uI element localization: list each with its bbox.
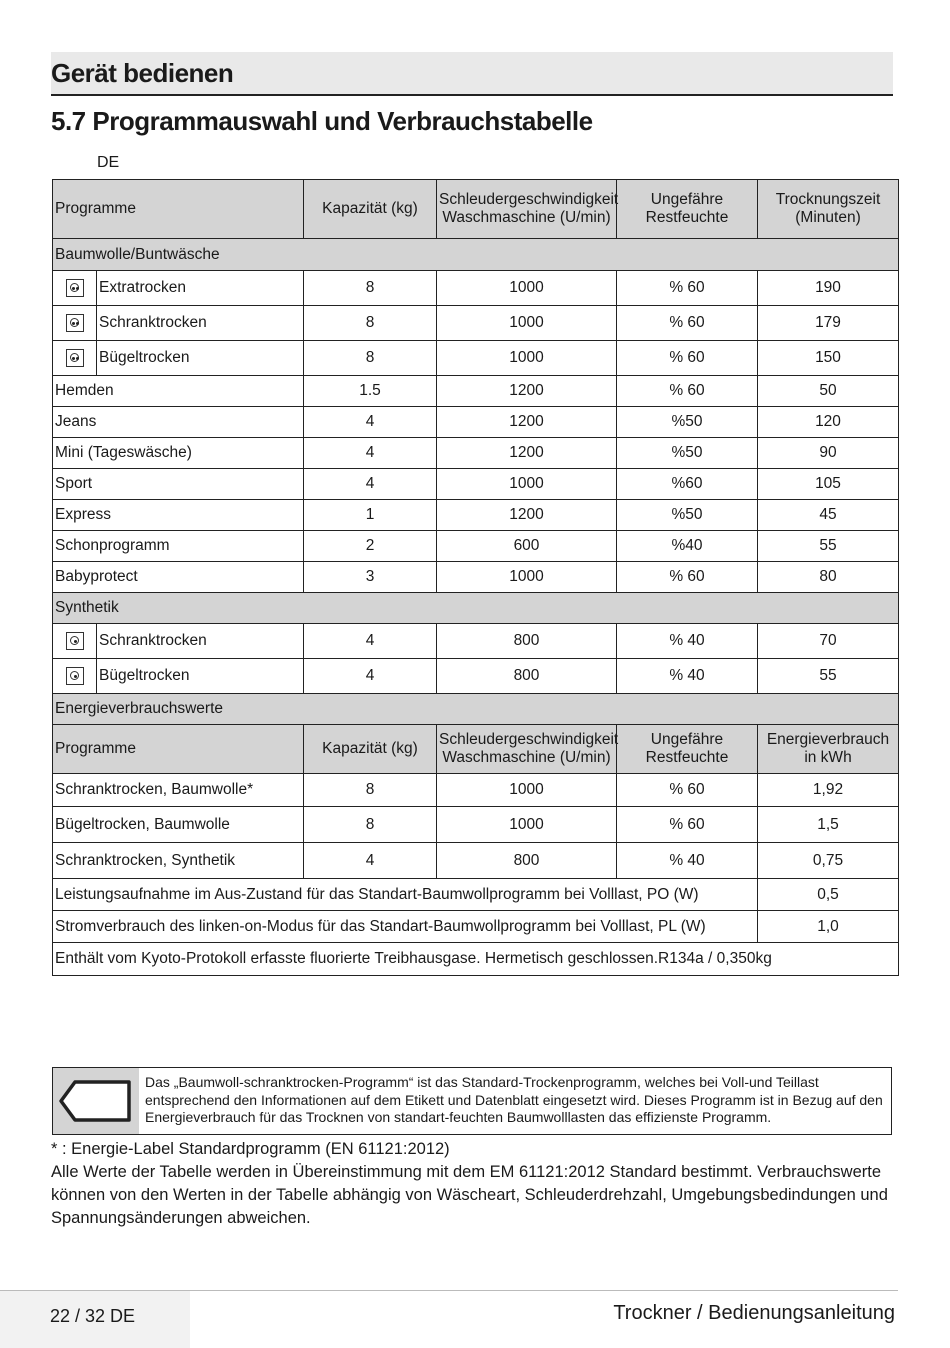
cotton-dry-icon [66, 314, 84, 332]
table-header-row [53, 180, 899, 239]
residual-moisture: %40 [617, 531, 758, 562]
residual-moisture: %50 [617, 500, 758, 531]
table-row [53, 306, 899, 341]
residual-moisture: % 60 [617, 807, 758, 843]
energy-consumption: 0,75 [758, 843, 899, 879]
program-name: Schonprogramm [53, 531, 304, 562]
table-row [53, 407, 899, 438]
power-off-label: Leistungsaufnahme im Aus-Zustand für das Standart-Baumwollprogramm bei Volllast, PO (W) [53, 879, 758, 911]
col-header-programme: Programme [53, 180, 304, 239]
consumption-table [52, 179, 899, 976]
group-row-cotton [53, 239, 899, 271]
capacity: 1 [304, 500, 437, 531]
col-header-capacity: Kapazität (kg) [304, 180, 437, 239]
program-name: Schranktrocken, Baumwolle* [53, 774, 304, 807]
capacity: 8 [304, 306, 437, 341]
table-row [53, 774, 899, 807]
program-name: Hemden [53, 376, 304, 407]
page-number: 22 / 32 DE [50, 1306, 136, 1326]
residual-moisture: %50 [617, 438, 758, 469]
drying-time: 179 [758, 306, 899, 341]
program-name: Schranktrocken, Synthetik [53, 843, 304, 879]
col-header-programme: Programme [53, 725, 304, 774]
drying-time: 105 [758, 469, 899, 500]
table-row [53, 438, 899, 469]
tag-icon [53, 1068, 139, 1134]
program-name: Schranktrocken [97, 624, 304, 659]
cotton-dry-icon [66, 349, 84, 367]
col-header-moisture: Ungefähre Restfeuchte [617, 180, 758, 239]
spin-speed: 1000 [437, 341, 617, 376]
group-label: Energieverbrauchswerte [53, 694, 899, 725]
program-name: Bügeltrocken [97, 341, 304, 376]
kyoto-text: Enthält vom Kyoto-Protokoll erfasste fluorierte Treibhausgase. Hermetisch geschlossen.R134a / 0,350kg [53, 943, 899, 976]
table-row [53, 531, 899, 562]
col-header-moisture: Ungefähre Restfeuchte [617, 725, 758, 774]
program-icon-cell [53, 624, 97, 659]
drying-time: 70 [758, 624, 899, 659]
capacity: 4 [304, 624, 437, 659]
drying-time: 190 [758, 271, 899, 306]
residual-moisture: % 40 [617, 624, 758, 659]
spin-speed: 1000 [437, 774, 617, 807]
drying-time: 55 [758, 659, 899, 694]
capacity: 4 [304, 659, 437, 694]
residual-moisture: % 60 [617, 341, 758, 376]
synthetic-dry-icon [66, 667, 84, 685]
drying-time: 80 [758, 562, 899, 593]
info-note [52, 1067, 892, 1135]
spin-speed: 1200 [437, 500, 617, 531]
spin-speed: 800 [437, 843, 617, 879]
drying-time: 90 [758, 438, 899, 469]
residual-moisture: % 60 [617, 774, 758, 807]
group-label: Synthetik [53, 593, 899, 624]
residual-moisture: % 40 [617, 843, 758, 879]
capacity: 2 [304, 531, 437, 562]
residual-moisture: %60 [617, 469, 758, 500]
drying-time: 120 [758, 407, 899, 438]
energy-consumption: 1,5 [758, 807, 899, 843]
table-row [53, 271, 899, 306]
table-row [53, 469, 899, 500]
group-label: Baumwolle/Buntwäsche [53, 239, 899, 271]
col-header-time: Trocknungszeit (Minuten) [758, 180, 899, 239]
table-row [53, 500, 899, 531]
col-header-capacity: Kapazität (kg) [304, 725, 437, 774]
capacity: 1.5 [304, 376, 437, 407]
power-left-on-value: 1,0 [758, 911, 899, 943]
spin-speed: 800 [437, 659, 617, 694]
capacity: 3 [304, 562, 437, 593]
spin-speed: 1200 [437, 376, 617, 407]
col-header-energy: Energieverbrauch in kWh [758, 725, 899, 774]
residual-moisture: % 60 [617, 306, 758, 341]
kyoto-row [53, 943, 899, 976]
spin-speed: 800 [437, 624, 617, 659]
footnote [51, 1138, 896, 1230]
spin-speed: 1000 [437, 306, 617, 341]
residual-moisture: % 40 [617, 659, 758, 694]
cotton-dry-icon [66, 279, 84, 297]
power-off-value: 0,5 [758, 879, 899, 911]
table-row [53, 376, 899, 407]
table-row [53, 624, 899, 659]
program-name: Express [53, 500, 304, 531]
section-title: Gerät bedienen [51, 58, 234, 88]
table-row [53, 807, 899, 843]
page-title: 5.7 Programmauswahl und Verbrauchstabelle [51, 106, 593, 136]
table-row [53, 843, 899, 879]
program-icon-cell [53, 306, 97, 341]
synthetic-dry-icon [66, 632, 84, 650]
program-icon-cell [53, 341, 97, 376]
table-row [53, 562, 899, 593]
program-name: Bügeltrocken, Baumwolle [53, 807, 304, 843]
footnote-line-2: Alle Werte der Tabelle werden in Übereinstimmung mit dem EM 61121:2012 Standard bestimmt. Verbrauchswerte können von den Werten in der Tabelle abhängig von Wäscheart, Schleuderdrehzahl, Umgebungsbedindungen und Spannungsänderungen abweichen. [51, 1163, 888, 1227]
note-text: Das „Baumwoll-schranktrocken-Programm“ ist das Standard-Trockenprogramm, welches bei Voll-und Teillast entsprechend den Informationen auf dem Etikett und Datenblatt eingesetzt wird. Dieses Programm ist in Bezug auf den Energieverbrauch für das Trocknen von standart-feuchten Baumwolllasten das effizienste Programm. [145, 1074, 883, 1125]
program-icon-cell [53, 659, 97, 694]
program-name: Babyprotect [53, 562, 304, 593]
energy-consumption: 1,92 [758, 774, 899, 807]
drying-time: 55 [758, 531, 899, 562]
program-name: Jeans [53, 407, 304, 438]
drying-time: 150 [758, 341, 899, 376]
capacity: 8 [304, 341, 437, 376]
spin-speed: 1000 [437, 807, 617, 843]
spin-speed: 1000 [437, 271, 617, 306]
power-left-on-label: Stromverbrauch des linken-on-Modus für das Standart-Baumwollprogramm bei Volllast, PL (W) [53, 911, 758, 943]
spin-speed: 1200 [437, 438, 617, 469]
power-left-on-row [53, 911, 899, 943]
residual-moisture: % 60 [617, 271, 758, 306]
power-off-row [53, 879, 899, 911]
spin-speed: 600 [437, 531, 617, 562]
program-icon-cell [53, 271, 97, 306]
drying-time: 50 [758, 376, 899, 407]
footnote-line-1: * : Energie-Label Standardprogramm (EN 61121:2012) [51, 1140, 450, 1158]
language-label: DE [97, 154, 120, 171]
capacity: 4 [304, 469, 437, 500]
table-row [53, 341, 899, 376]
capacity: 8 [304, 774, 437, 807]
footer-page-box [0, 1291, 190, 1348]
spin-speed: 1000 [437, 469, 617, 500]
col-header-spin: Schleudergeschwindigkeit Waschmaschine (U/min) [437, 180, 617, 239]
group-row-synthetic [53, 593, 899, 624]
table-row [53, 659, 899, 694]
residual-moisture: % 60 [617, 376, 758, 407]
spin-speed: 1000 [437, 562, 617, 593]
section-header [51, 52, 893, 96]
residual-moisture: % 60 [617, 562, 758, 593]
document-title: Trockner / Bedienungsanleitung [613, 1302, 895, 1324]
capacity: 4 [304, 407, 437, 438]
capacity: 8 [304, 271, 437, 306]
group-row-energy [53, 694, 899, 725]
program-name: Bügeltrocken [97, 659, 304, 694]
program-name: Schranktrocken [97, 306, 304, 341]
energy-header-row [53, 725, 899, 774]
program-name: Mini (Tageswäsche) [53, 438, 304, 469]
capacity: 8 [304, 807, 437, 843]
spin-speed: 1200 [437, 407, 617, 438]
program-name: Extratrocken [97, 271, 304, 306]
residual-moisture: %50 [617, 407, 758, 438]
capacity: 4 [304, 843, 437, 879]
program-name: Sport [53, 469, 304, 500]
capacity: 4 [304, 438, 437, 469]
col-header-spin: Schleudergeschwindigkeit Waschmaschine (U/min) [437, 725, 617, 774]
drying-time: 45 [758, 500, 899, 531]
